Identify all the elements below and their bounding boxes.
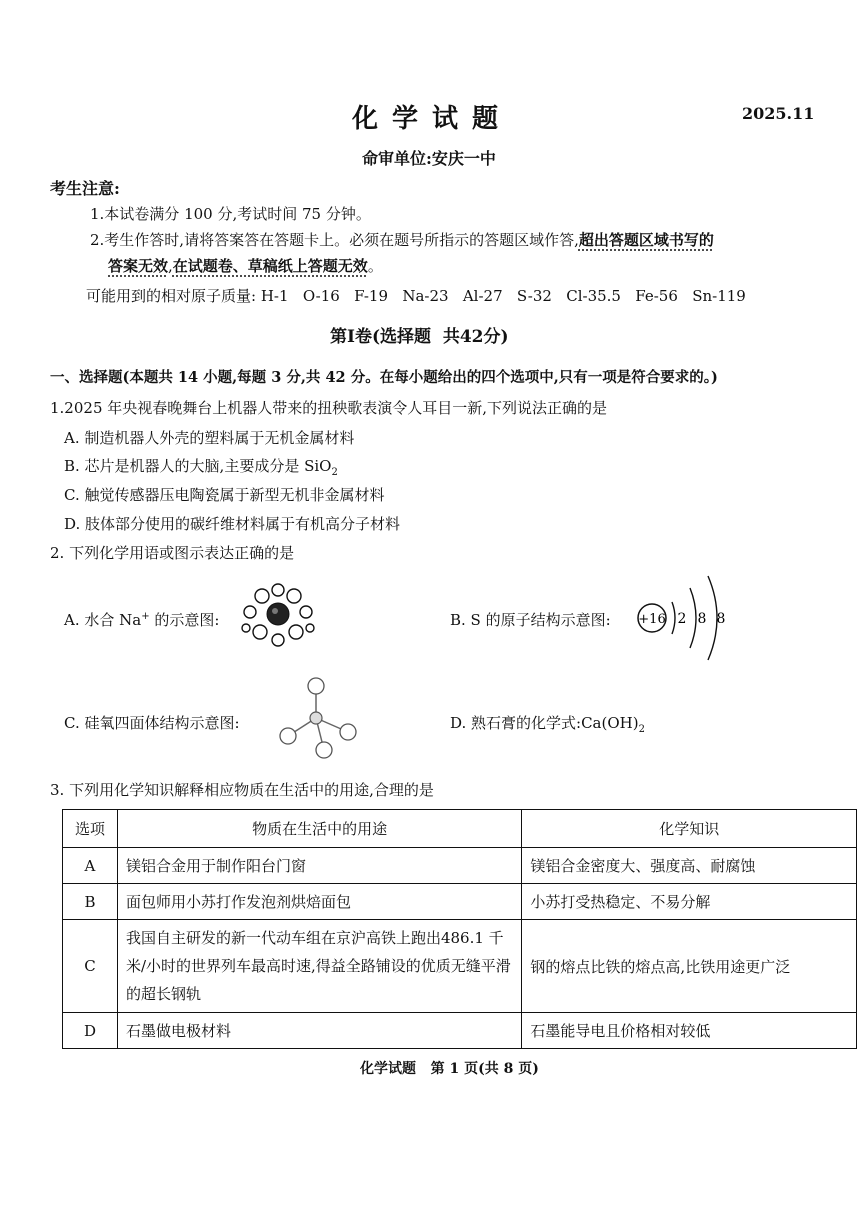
exam-date: 2025.11 [742, 104, 815, 123]
q3-header-row [63, 810, 857, 848]
q2-option-b: B. S 的原子结构示意图: [450, 611, 611, 629]
q2-option-a [64, 609, 219, 630]
q3-table [62, 809, 857, 1049]
page-title: 化学试题 [352, 104, 513, 134]
q2-option-c: C. 硅氧四面体结构示意图: [64, 714, 240, 732]
q3-row-b-option: B [63, 884, 118, 920]
q2-option-d-sub: 2 [638, 724, 645, 735]
notice-item-2-emphasis-3: 在试题卷、草稿纸上答题无效 [172, 257, 368, 275]
q1-option-d: D. 肢体部分使用的碳纤维材料属于有机高分子材料 [64, 515, 401, 533]
q3-row-a-option: A [63, 848, 118, 884]
q2-option-d-text: D. 熟石膏的化学式:Ca(OH) [450, 714, 639, 732]
q2-option-d [450, 712, 645, 735]
q3-header-usage: 物质在生活中的用途 [117, 810, 521, 848]
q1-option-b [64, 455, 338, 478]
q3-row-c-knowledge: 钢的熔点比铁的熔点高,比铁用途更广泛 [522, 920, 857, 1013]
sulfur-shell-1: 2 [677, 611, 687, 627]
notice-item-2 [90, 229, 714, 250]
q3-stem: 3. 下列用化学知识解释相应物质在生活中的用途,合理的是 [50, 781, 434, 799]
setter-unit: 命审单位:安庆一中 [362, 149, 496, 168]
q1-option-b-sub: 2 [331, 467, 338, 478]
notice-item-2-period: 。 [367, 257, 383, 275]
q3-header-knowledge: 化学知识 [522, 810, 857, 848]
q1-option-c: C. 触觉传感器压电陶瓷属于新型无机非金属材料 [64, 486, 385, 504]
sulfur-shell-2: 8 [697, 611, 707, 627]
notice-item-2-emphasis-2: 答案无效 [108, 257, 169, 275]
section-heading: 第Ⅰ卷(选择题 共42分) [330, 327, 509, 347]
atomic-mass-line: 可能用到的相对原子质量: H-1 O-16 F-19 Na-23 Al-27 S-32 Cl-35.5 Fe-56 Sn-119 [86, 287, 746, 305]
q3-row-d-knowledge: 石墨能导电且价格相对较低 [522, 1013, 857, 1049]
q1-stem: 1.2025 年央视春晚舞台上机器人带来的扭秧歌表演令人耳目一新,下列说法正确的是 [50, 399, 608, 417]
q2-option-a-sup: + [141, 611, 150, 622]
q2-option-a-text: A. 水合 Na [64, 611, 142, 629]
sulfur-shell-3: 8 [716, 611, 726, 627]
table-row [63, 1013, 857, 1049]
notice-item-2-comma: , [168, 257, 173, 275]
q1-option-a: A. 制造机器人外壳的塑料属于无机金属材料 [64, 429, 355, 447]
sulfur-atom-structure-diagram [632, 570, 732, 666]
q3-row-c-usage: 我国自主研发的新一代动车组在京沪高铁上跑出486.1 千米/小时的世界列车最高时速,得益全路铺设的优质无缝平滑的超长钢轨 [117, 920, 521, 1013]
notice-heading: 考生注意: [50, 179, 120, 198]
q3-row-d-usage: 石墨做电极材料 [117, 1013, 521, 1049]
q3-row-a-knowledge: 镁铝合金密度大、强度高、耐腐蚀 [522, 848, 857, 884]
notice-item-2-cont [108, 255, 383, 276]
sulfur-nucleus-label: +16 [638, 612, 666, 627]
silicon-oxygen-tetrahedron-diagram [272, 672, 362, 762]
q3-header-option: 选项 [63, 810, 118, 848]
page-footer: 化学试题 第 1 页(共 8 页) [360, 1061, 539, 1077]
q1-option-b-text: B. 芯片是机器人的大脑,主要成分是 SiO [64, 457, 332, 475]
q3-row-c-option: C [63, 920, 118, 1013]
q3-row-d-option: D [63, 1013, 118, 1049]
table-row [63, 884, 857, 920]
table-row [63, 920, 857, 1013]
table-row [63, 848, 857, 884]
hydrated-sodium-diagram [238, 582, 318, 650]
notice-item-2-emphasis: 超出答题区域书写的 [578, 231, 714, 249]
q2-option-a-suffix: 的示意图: [149, 611, 220, 629]
notice-item-1: 1.本试卷满分 100 分,考试时间 75 分钟。 [90, 205, 371, 223]
section-instructions: 一、选择题(本题共 14 小题,每题 3 分,共 42 分。在每小题给出的四个选项中,只有一项是符合要求的。) [50, 369, 718, 386]
q3-row-b-knowledge: 小苏打受热稳定、不易分解 [522, 884, 857, 920]
notice-item-2-text: 2.考生作答时,请将答案答在答题卡上。必须在题号所指示的答题区域作答, [90, 231, 579, 249]
q3-row-a-usage: 镁铝合金用于制作阳台门窗 [117, 848, 521, 884]
q3-row-b-usage: 面包师用小苏打作发泡剂烘焙面包 [117, 884, 521, 920]
q2-stem: 2. 下列化学用语或图示表达正确的是 [50, 544, 295, 562]
